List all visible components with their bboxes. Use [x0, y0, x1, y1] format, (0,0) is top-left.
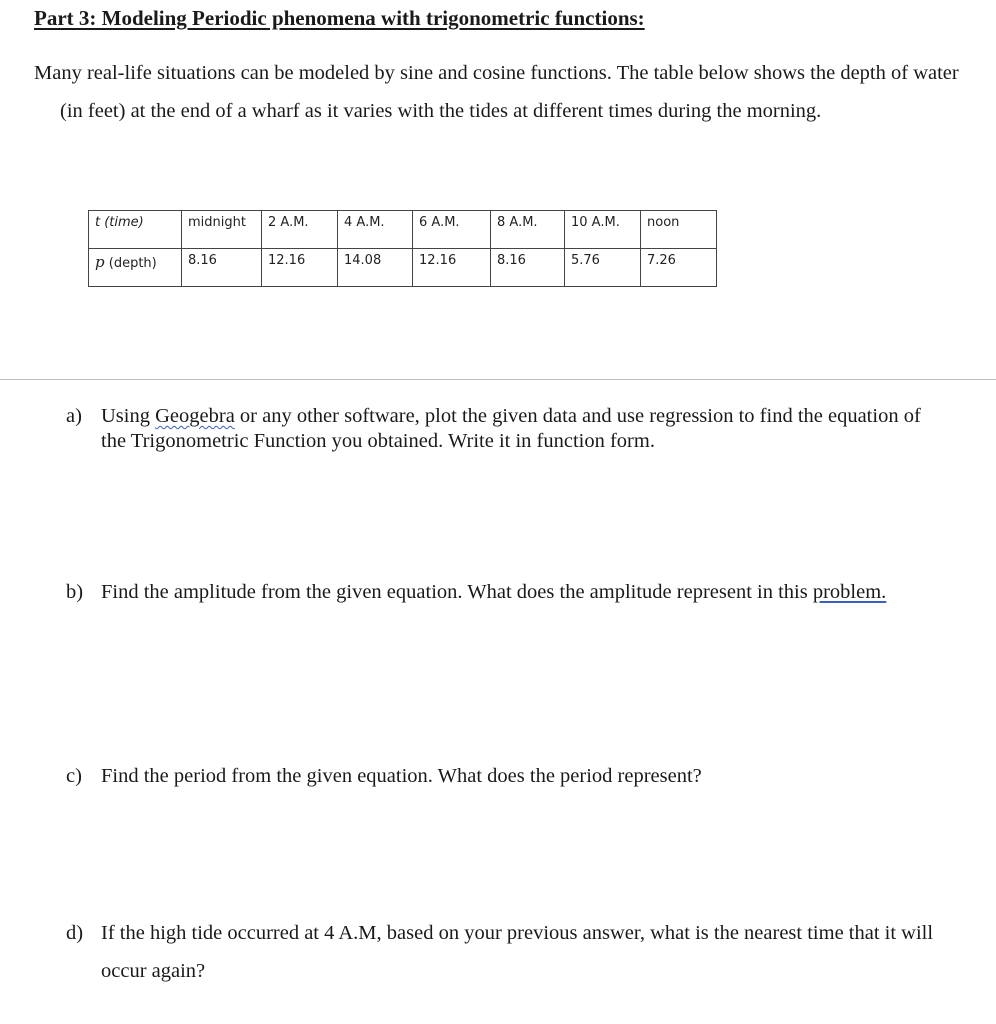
depth-cell: 8.16 — [182, 249, 262, 287]
time-cell: midnight — [182, 211, 262, 249]
question-a — [66, 404, 946, 454]
question-label: a) — [66, 405, 82, 427]
question-d — [66, 914, 946, 990]
intro-paragraph: Many real-life situations can be modeled by sine and cosine functions. The table below shows the depth of water (in feet) at the end of a wharf as it varies with the tides at different times during the morning. — [34, 62, 959, 122]
time-cell: 8 A.M. — [491, 211, 565, 249]
time-cell: 4 A.M. — [338, 211, 413, 249]
question-label: d) — [66, 922, 84, 944]
time-row — [89, 211, 717, 249]
depth-cell: 5.76 — [565, 249, 641, 287]
page-title: Part 3: Modeling Periodic phenomena with trigonometric functions: — [34, 6, 645, 30]
time-cell: 6 A.M. — [413, 211, 491, 249]
question-c — [66, 764, 946, 789]
question-text: Find the amplitude from the given equation. What does the amplitude represent in this problem. — [101, 581, 887, 603]
tide-data-table — [88, 210, 717, 287]
depth-cell: 7.26 — [641, 249, 717, 287]
question-label: c) — [66, 765, 82, 787]
grammar-flag-word: problem. — [812, 581, 887, 603]
depth-cell: 12.16 — [262, 249, 338, 287]
depth-row — [89, 249, 717, 287]
question-text: Find the period from the given equation. What does the period represent? — [101, 765, 702, 787]
question-text: Using Geogebra or any other software, plot the given data and use regression to find the equation of the Trigonometric Function you obtained. Write it in function form. — [101, 405, 921, 452]
time-row-header: t (time) — [89, 211, 182, 249]
depth-row-header: p (depth) — [89, 249, 182, 287]
question-text: If the high tide occurred at 4 A.M, based on your previous answer, what is the nearest time that it will occur again? — [101, 922, 934, 982]
question-label: b) — [66, 581, 84, 603]
time-cell: 2 A.M. — [262, 211, 338, 249]
question-b — [66, 580, 946, 605]
spellcheck-word: Geogebra — [155, 405, 235, 427]
time-cell: 10 A.M. — [565, 211, 641, 249]
page-divider — [0, 379, 996, 380]
depth-cell: 12.16 — [413, 249, 491, 287]
depth-cell: 14.08 — [338, 249, 413, 287]
depth-cell: 8.16 — [491, 249, 565, 287]
time-cell: noon — [641, 211, 717, 249]
